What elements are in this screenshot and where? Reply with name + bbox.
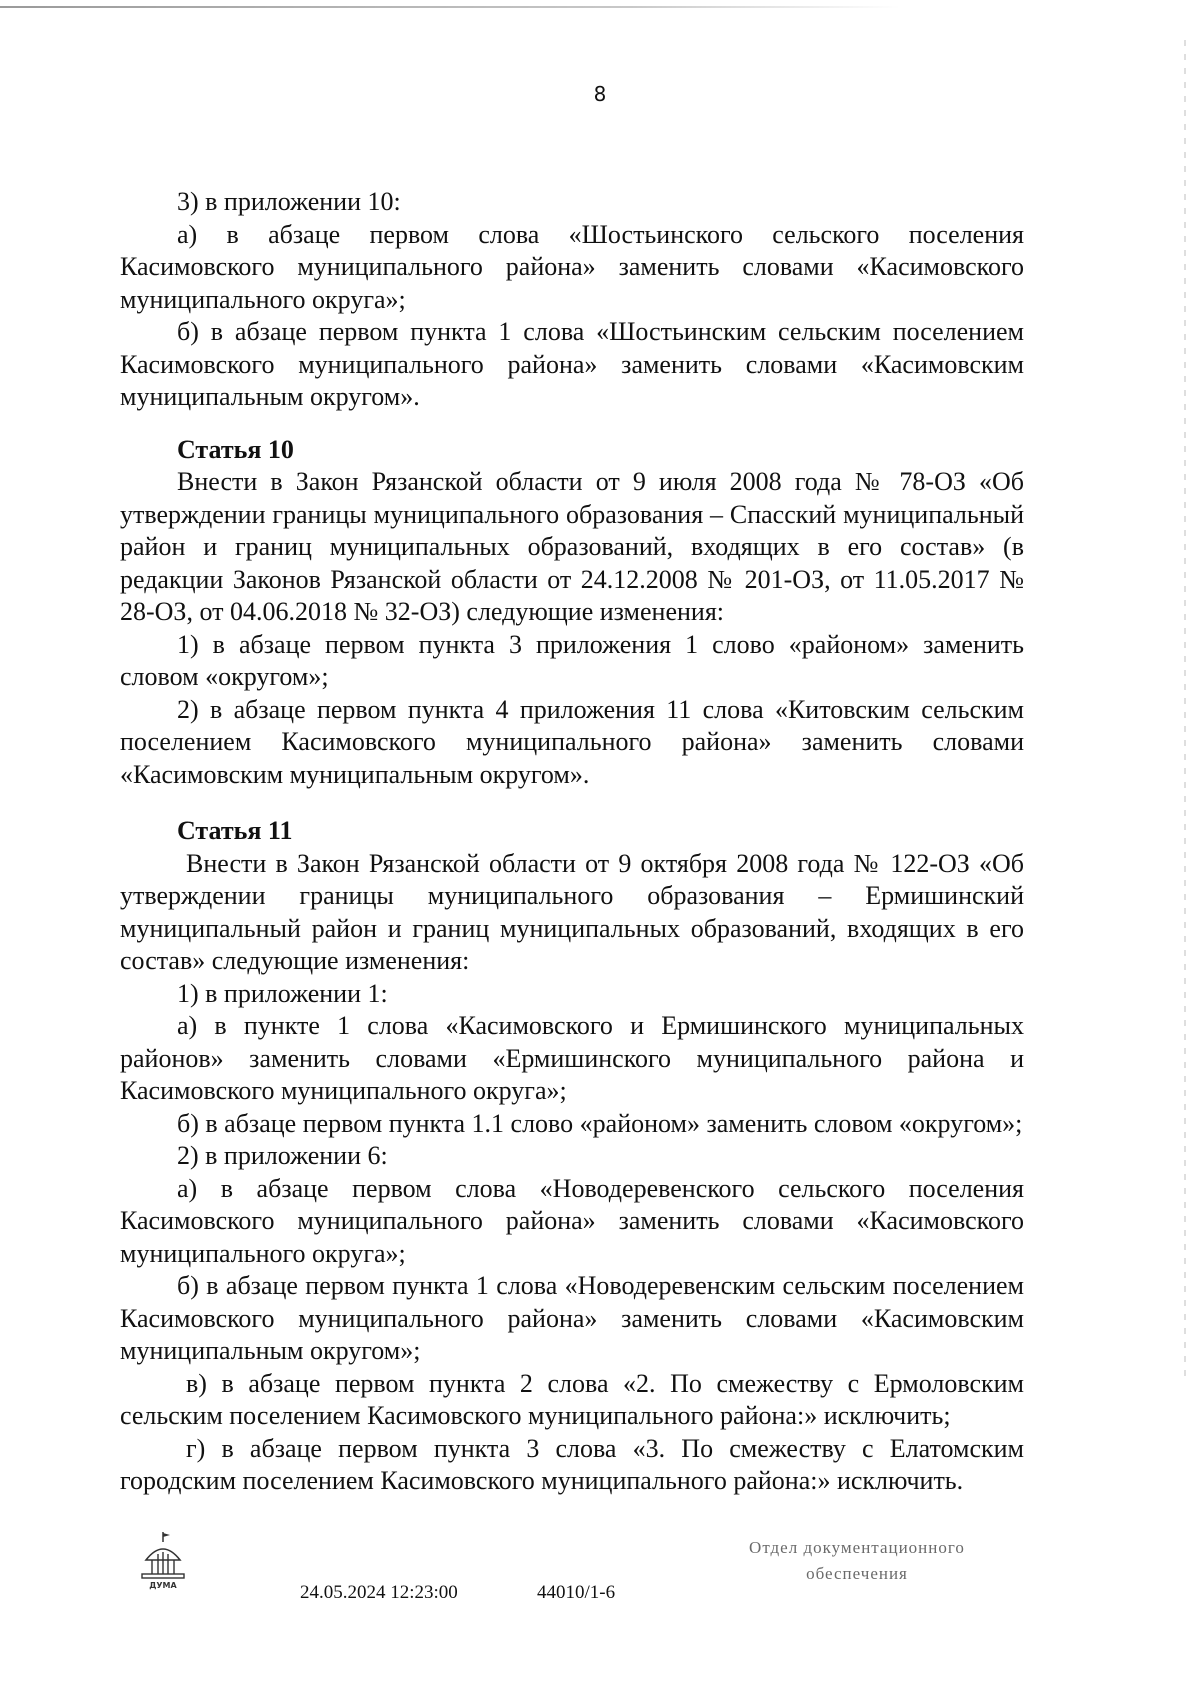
stamp-line-2: обеспечения	[806, 1564, 908, 1583]
page-number: 8	[593, 82, 607, 106]
article-10-intro: Внести в Закон Рязанской области от 9 июля 2008 года № 78-ОЗ «Об утверждении границы муниципального образования – Спасский муниципальный район и границ муниципальных образований, входящих в его состав» (в редакции Законов Рязанской области от 24.12.2008 № 201-ОЗ, от 11.05.2017 № 28-ОЗ, от 04.06.2018 № 32-ОЗ) следующие изменения:	[120, 467, 1024, 626]
scan-top-edge	[0, 6, 900, 8]
article-11-heading: Статья 11	[177, 816, 293, 845]
article-11-item-2: 2) в приложении 6:	[177, 1141, 388, 1170]
article-11-item-1: 1) в приложении 1:	[177, 978, 388, 1008]
duma-logo-icon	[138, 1530, 188, 1600]
article-11-item-2v: в) в абзаце первом пункта 2 слова «2. По смежеству с Ермоловским сельским поселением Касимовского муниципального района:» исключить;	[120, 1368, 1024, 1430]
stamp-line-1: Отдел документационного	[749, 1538, 965, 1557]
footer-timestamp: 24.05.2024 12:23:00	[300, 1582, 458, 1603]
footer-doc-number: 44010/1-6	[537, 1582, 616, 1603]
article-10-item-2: 2) в абзаце первом пункта 4 приложения 11 слова «Китовским сельским поселением Касимовского муниципального района» заменить словами «Касимовским муниципальным округом».	[120, 694, 1024, 789]
article-11-item-1a: а) в пункте 1 слова «Касимовского и Ермишинского муниципальных районов» заменить словами «Ермишинского муниципального района и Касимовского муниципального округа»;	[120, 1011, 1024, 1105]
article-11-intro: Внести в Закон Рязанской области от 9 октября 2008 года № 122-ОЗ «Об утверждении границы муниципального образования – Ермишинский муниципальный район и границ муниципальных образований, входящих в его состав» следующие изменения:	[120, 848, 1024, 975]
paragraph-item-b: б) в абзаце первом пункта 1 слова «Шостьинским сельским поселением Касимовского муниципального района» заменить словами «Касимовским муниципальным округом».	[120, 317, 1024, 411]
department-stamp	[712, 1535, 1002, 1587]
article-10-heading: Статья 10	[177, 434, 294, 464]
article-11-item-2g: г) в абзаце первом пункта 3 слова «3. По смежеству с Елатомским городским поселением Касимовского муниципального района:» исключить.	[120, 1433, 1024, 1495]
article-11-item-2b: б) в абзаце первом пункта 1 слова «Новодеревенским сельским поселением Касимовского муниципального района» заменить словами «Касимовским муниципальным округом»;	[120, 1271, 1024, 1365]
article-10-item-1: 1) в абзаце первом пункта 3 приложения 1 слово «районом» заменить словом «округом»;	[120, 629, 1024, 691]
scan-right-edge	[1184, 40, 1186, 1380]
document-body	[120, 186, 1024, 1498]
article-11-item-1b: б) в абзаце первом пункта 1.1 слово «районом» заменить словом «округом»;	[177, 1108, 1023, 1138]
paragraph-appendix-10: 3) в приложении 10:	[177, 187, 401, 216]
paragraph-item-a: а) в абзаце первом слова «Шостьинского сельского поселения Касимовского муниципального района» заменить словами «Касимовского муниципального округа»;	[120, 219, 1024, 314]
logo-text: ДУМА	[149, 1581, 177, 1590]
article-11-item-2a: а) в абзаце первом слова «Новодеревенского сельского поселения Касимовского муниципального района» заменить словами «Касимовского муниципального округа»;	[120, 1173, 1024, 1268]
